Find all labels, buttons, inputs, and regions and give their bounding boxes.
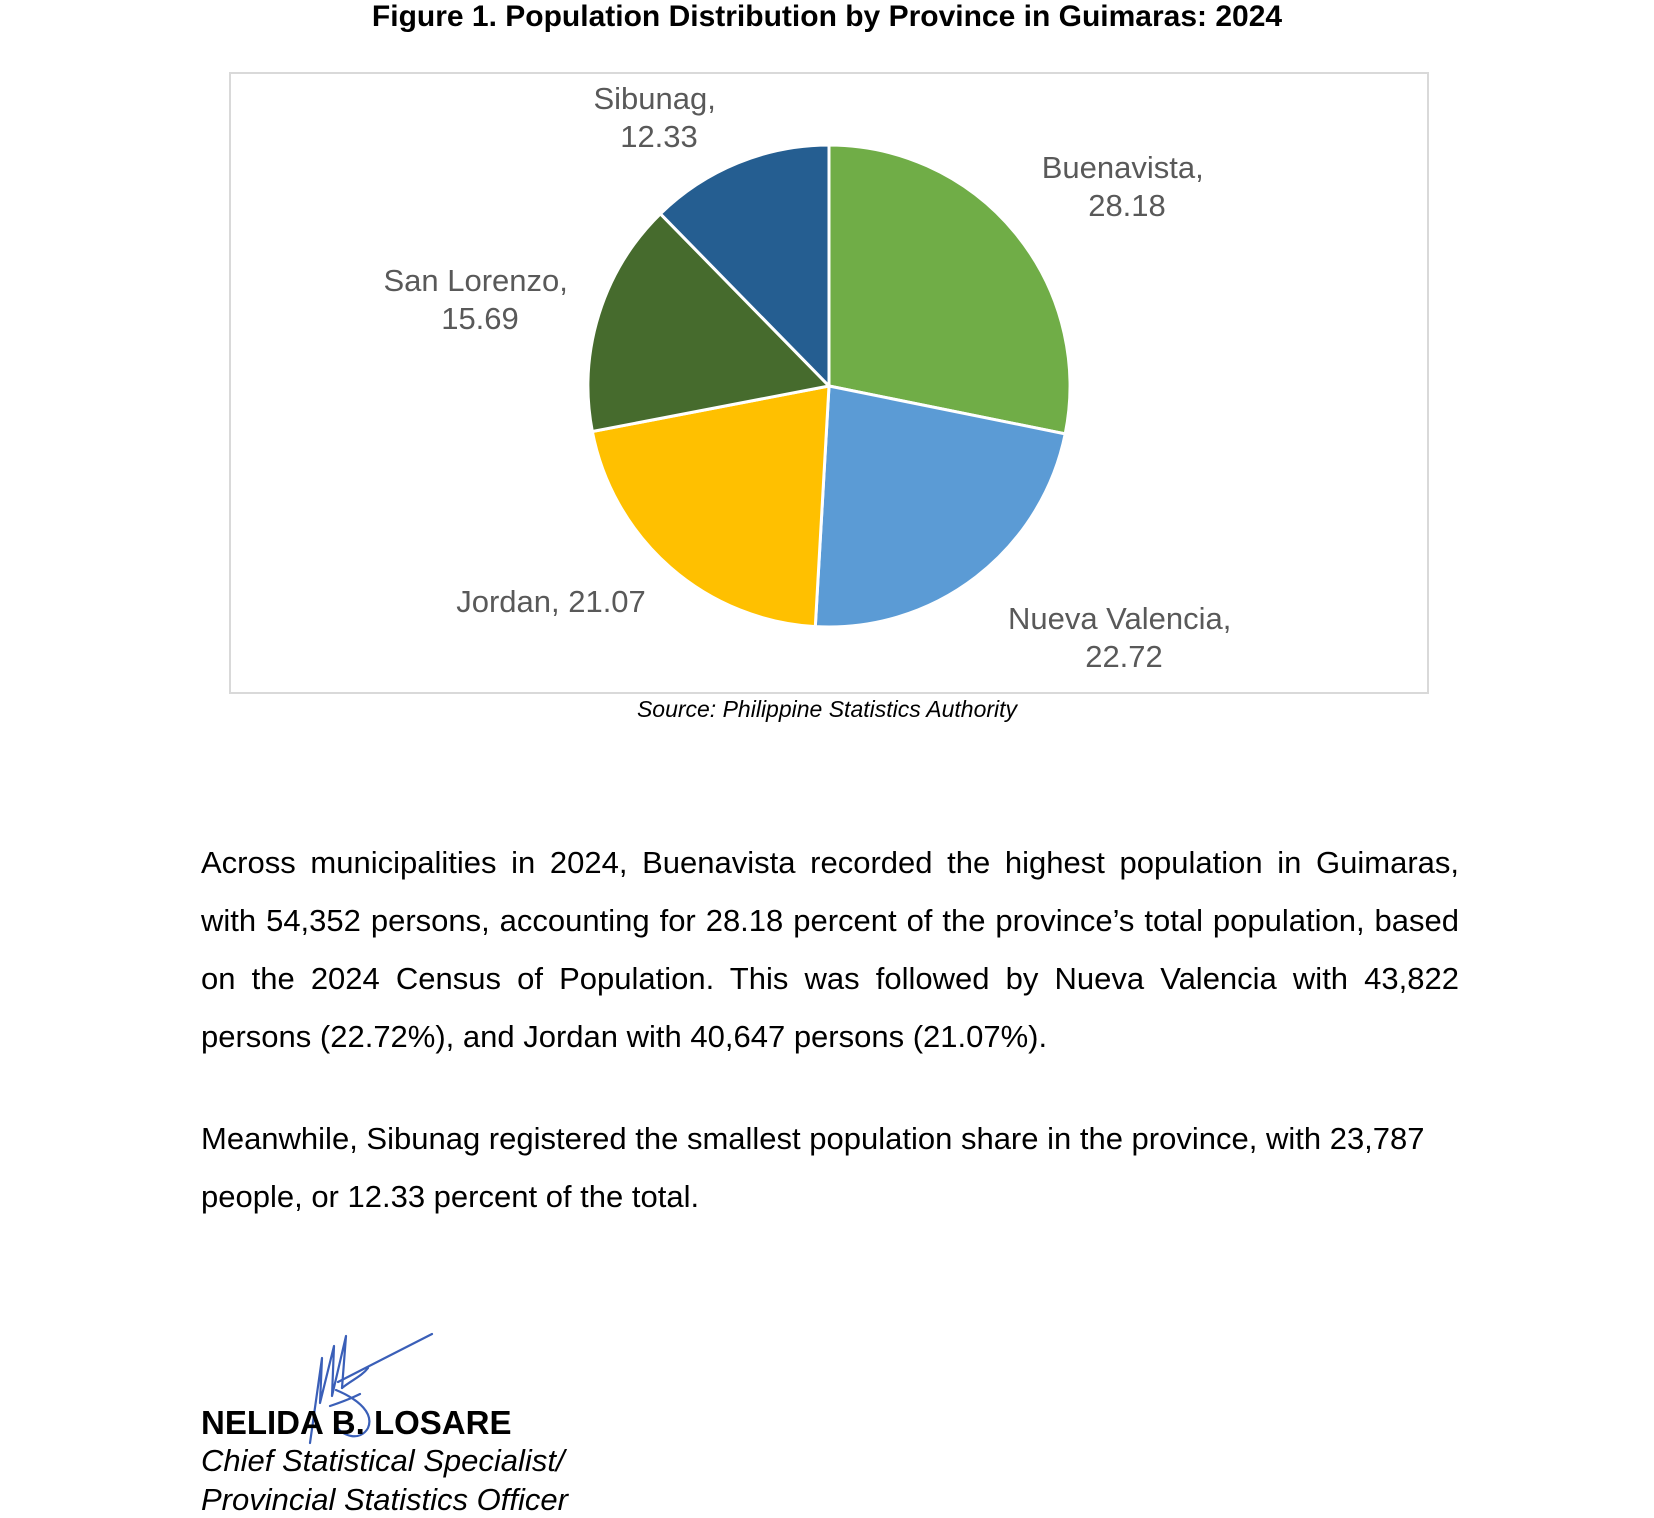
chart-source: Source: Philippine Statistics Authority — [636, 696, 1018, 722]
paragraph-2: Meanwhile, Sibunag registered the smallest population share in the province, with 23,787 people, or 12.33 percent of the total. — [201, 1121, 1425, 1214]
signatory-title-line2: Provincial Statistics Officer — [201, 1482, 568, 1517]
signatory-title-line1: Chief Statistical Specialist/ — [201, 1443, 565, 1478]
slice-label-nueva-valencia: Nueva Valencia, 22.72 — [1007, 601, 1232, 674]
slice-label-buenavista: Buenavista, 28.18 — [1041, 150, 1204, 223]
figure-title: Figure 1. Population Distribution by Province in Guimaras: 2024 — [371, 0, 1283, 33]
pie-chart — [231, 74, 1427, 692]
slice-label-sibunag: Sibunag, 12.33 — [593, 81, 716, 154]
signatory-name: NELIDA B. LOSARE — [201, 1404, 512, 1441]
pie-slice-buenavista — [829, 145, 1070, 434]
pie-slices — [588, 145, 1070, 627]
paragraph-1: Across municipalities in 2024, Buenavista recorded the highest population in Guimaras, with 54,352 persons, accounting for 28.18 percent of the province’s total population, based on the 2024 Census of Population. This was followed by Nueva Valencia with 43,822 persons (22.72%), and Jordan with 40,647 persons (21.07%). — [201, 845, 1459, 1054]
slice-label-san-lorenzo: San Lorenzo, 15.69 — [383, 263, 568, 336]
pie-chart-frame — [229, 72, 1429, 694]
slice-label-jordan: Jordan, 21.07 — [456, 584, 646, 619]
